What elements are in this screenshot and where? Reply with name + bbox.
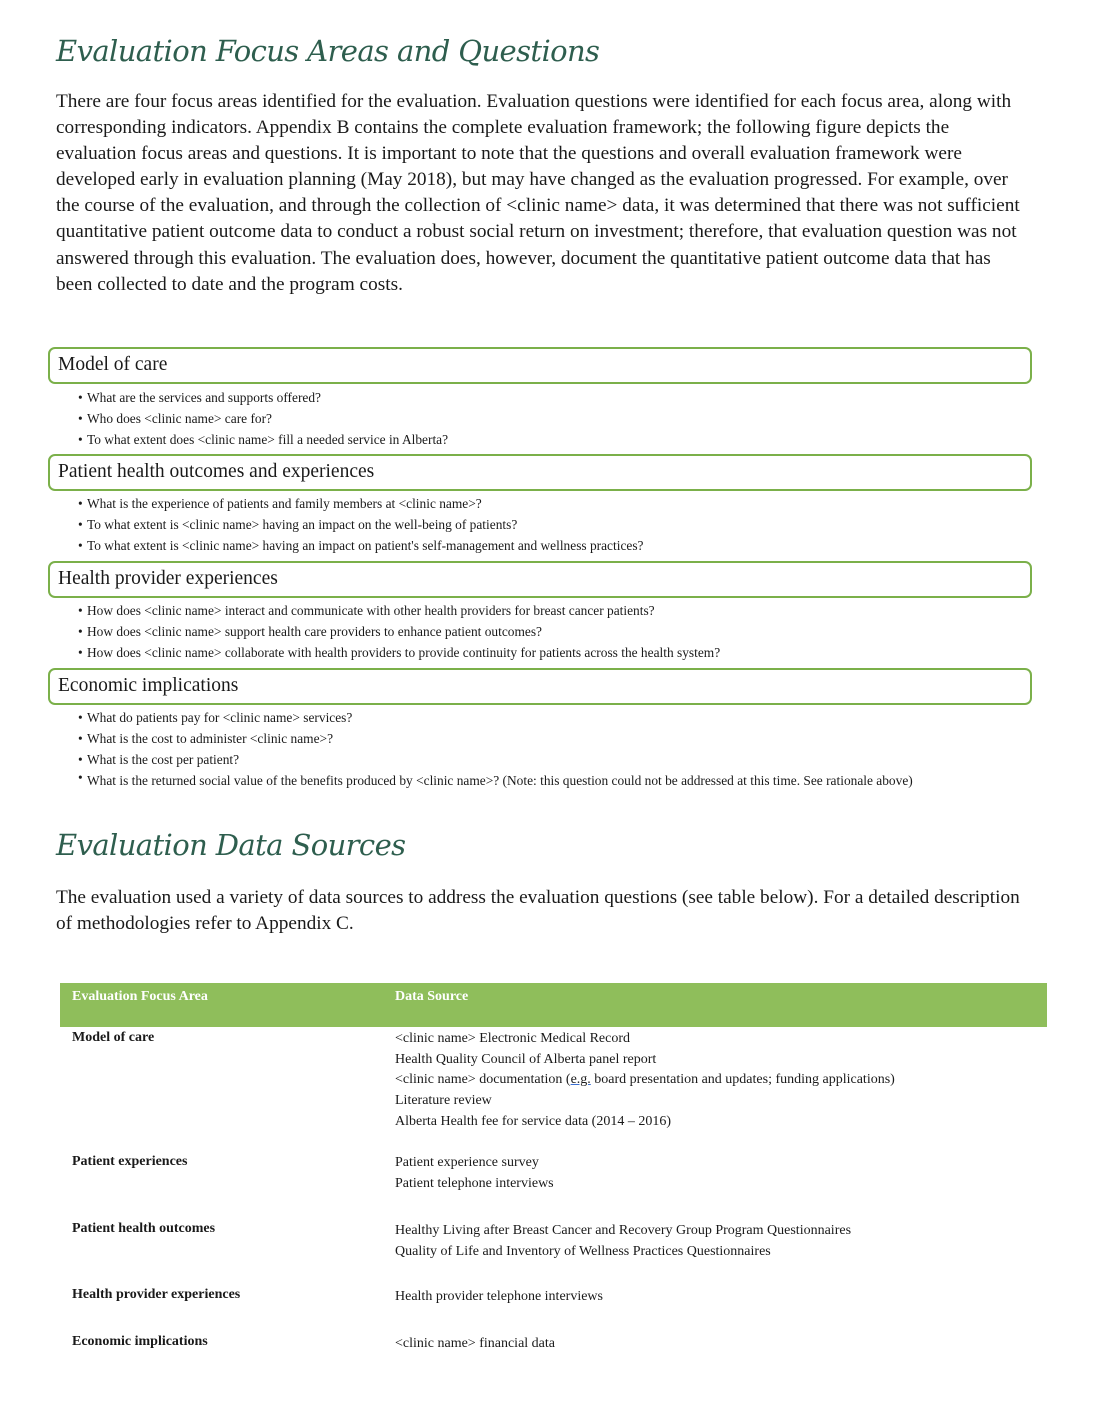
data-sources-paragraph: The evaluation used a variety of data sources to address the evaluation questions (see table below). For a detailed description of methodologies refer to Appendix C. bbox=[56, 887, 1020, 935]
focus-area-box bbox=[48, 668, 1032, 705]
data-source-item: <clinic name> Electronic Medical Record bbox=[395, 1031, 631, 1046]
focus-area-questions bbox=[78, 707, 1018, 789]
table-row-label: Model of care bbox=[72, 1030, 155, 1045]
question-item: • How does <clinic name> support health care providers to enhance patient outcomes? bbox=[78, 621, 1018, 642]
focus-area-box bbox=[48, 561, 1032, 598]
focus-area-title: Model of care bbox=[58, 354, 168, 375]
focus-area-questions bbox=[78, 493, 1018, 556]
data-source-item: <clinic name> documentation (e.g. board presentation and updates; funding applications) bbox=[395, 1072, 895, 1088]
question-item: • What do patients pay for <clinic name> services? bbox=[78, 707, 1018, 728]
data-source-item: Literature review bbox=[395, 1093, 492, 1109]
question-item: • How does <clinic name> interact and communicate with other health providers for breast cancer patients? bbox=[78, 600, 1018, 621]
table-row-sources bbox=[395, 1287, 1045, 1308]
focus-area-box bbox=[48, 347, 1032, 384]
table-row-sources bbox=[395, 1153, 1045, 1194]
table-row-label: Patient experiences bbox=[72, 1154, 188, 1169]
focus-area-questions bbox=[78, 600, 1018, 663]
data-source-item: Quality of Life and Inventory of Wellness Practices Questionnaires bbox=[395, 1243, 771, 1259]
table-row-sources bbox=[395, 1221, 1045, 1262]
question-item: • To what extent does <clinic name> fill a needed service in Alberta? bbox=[78, 429, 1018, 450]
table-header-focus-area: Evaluation Focus Area bbox=[72, 989, 208, 1004]
question-item: • Who does <clinic name> care for? bbox=[78, 408, 1018, 429]
table-row-label: Health provider experiences bbox=[72, 1287, 241, 1302]
data-source-item: Patient telephone interviews bbox=[395, 1175, 554, 1191]
focus-area-box bbox=[48, 454, 1032, 491]
question-item: • To what extent is <clinic name> having an impact on the well-being of patients? bbox=[78, 514, 1018, 535]
table-row-label: Economic implications bbox=[72, 1334, 208, 1349]
data-source-item: Patient experience survey bbox=[395, 1155, 539, 1170]
focus-area-title: Economic implications bbox=[58, 675, 239, 696]
intro-paragraph: There are four focus areas identified for the evaluation. Evaluation questions were identified for each focus area, along with corresponding indicators. Appendix B contains the complete evaluation framework; the following figure depicts the evaluation focus areas and questions. It is important to note that the questions and overall evaluation framework were developed early in evaluation planning (May 2018), but may have changed as the evaluation progressed. For example, over the course of the evaluation, and through the collection of <clinic name> data, it was determined that there was not sufficient quantitative patient outcome data to conduct a robust social return on investment; therefore, that evaluation question was not answered through this evaluation. The evaluation does, however, document the quantitative patient outcome data that has been collected to date and the program costs. bbox=[56, 91, 1020, 295]
focus-area-questions bbox=[78, 387, 1018, 450]
table-row-sources bbox=[395, 1334, 1045, 1355]
focus-area-title: Health provider experiences bbox=[58, 568, 278, 589]
question-item: • What is the cost to administer <clinic name>? bbox=[78, 728, 1018, 749]
question-item: • What is the experience of patients and family members at <clinic name>? bbox=[78, 493, 1018, 514]
focus-area-title: Patient health outcomes and experiences bbox=[58, 461, 375, 482]
table-header-row bbox=[60, 983, 1047, 1027]
data-source-item: Alberta Health fee for service data (2014 – 2016) bbox=[395, 1113, 671, 1129]
data-source-item: <clinic name> financial data bbox=[395, 1336, 555, 1351]
eg-abbreviation: e.g. bbox=[570, 1072, 591, 1088]
data-source-item: Health provider telephone interviews bbox=[395, 1289, 603, 1304]
question-item: • What are the services and supports offered? bbox=[78, 387, 1018, 408]
table-row-sources bbox=[395, 1029, 1045, 1133]
section-heading-focus-areas: Evaluation Focus Areas and Questions bbox=[56, 34, 600, 68]
question-item: • How does <clinic name> collaborate with health providers to provide continuity for patients across the health system? bbox=[78, 642, 1018, 663]
data-source-item: Healthy Living after Breast Cancer and Recovery Group Program Questionnaires bbox=[395, 1223, 852, 1238]
question-item: • What is the cost per patient? bbox=[78, 749, 1018, 770]
question-item: • To what extent is <clinic name> having an impact on patient's self-management and wellness practices? bbox=[78, 535, 1018, 556]
table-header-data-source: Data Source bbox=[395, 989, 469, 1004]
question-item: • What is the returned social value of the benefits produced by <clinic name>? (Note: this question could not be addressed at this time. See rationale above) bbox=[78, 770, 1018, 789]
section-heading-data-sources: Evaluation Data Sources bbox=[56, 828, 406, 862]
data-source-item: Health Quality Council of Alberta panel report bbox=[395, 1051, 657, 1067]
table-row-label: Patient health outcomes bbox=[72, 1221, 216, 1236]
